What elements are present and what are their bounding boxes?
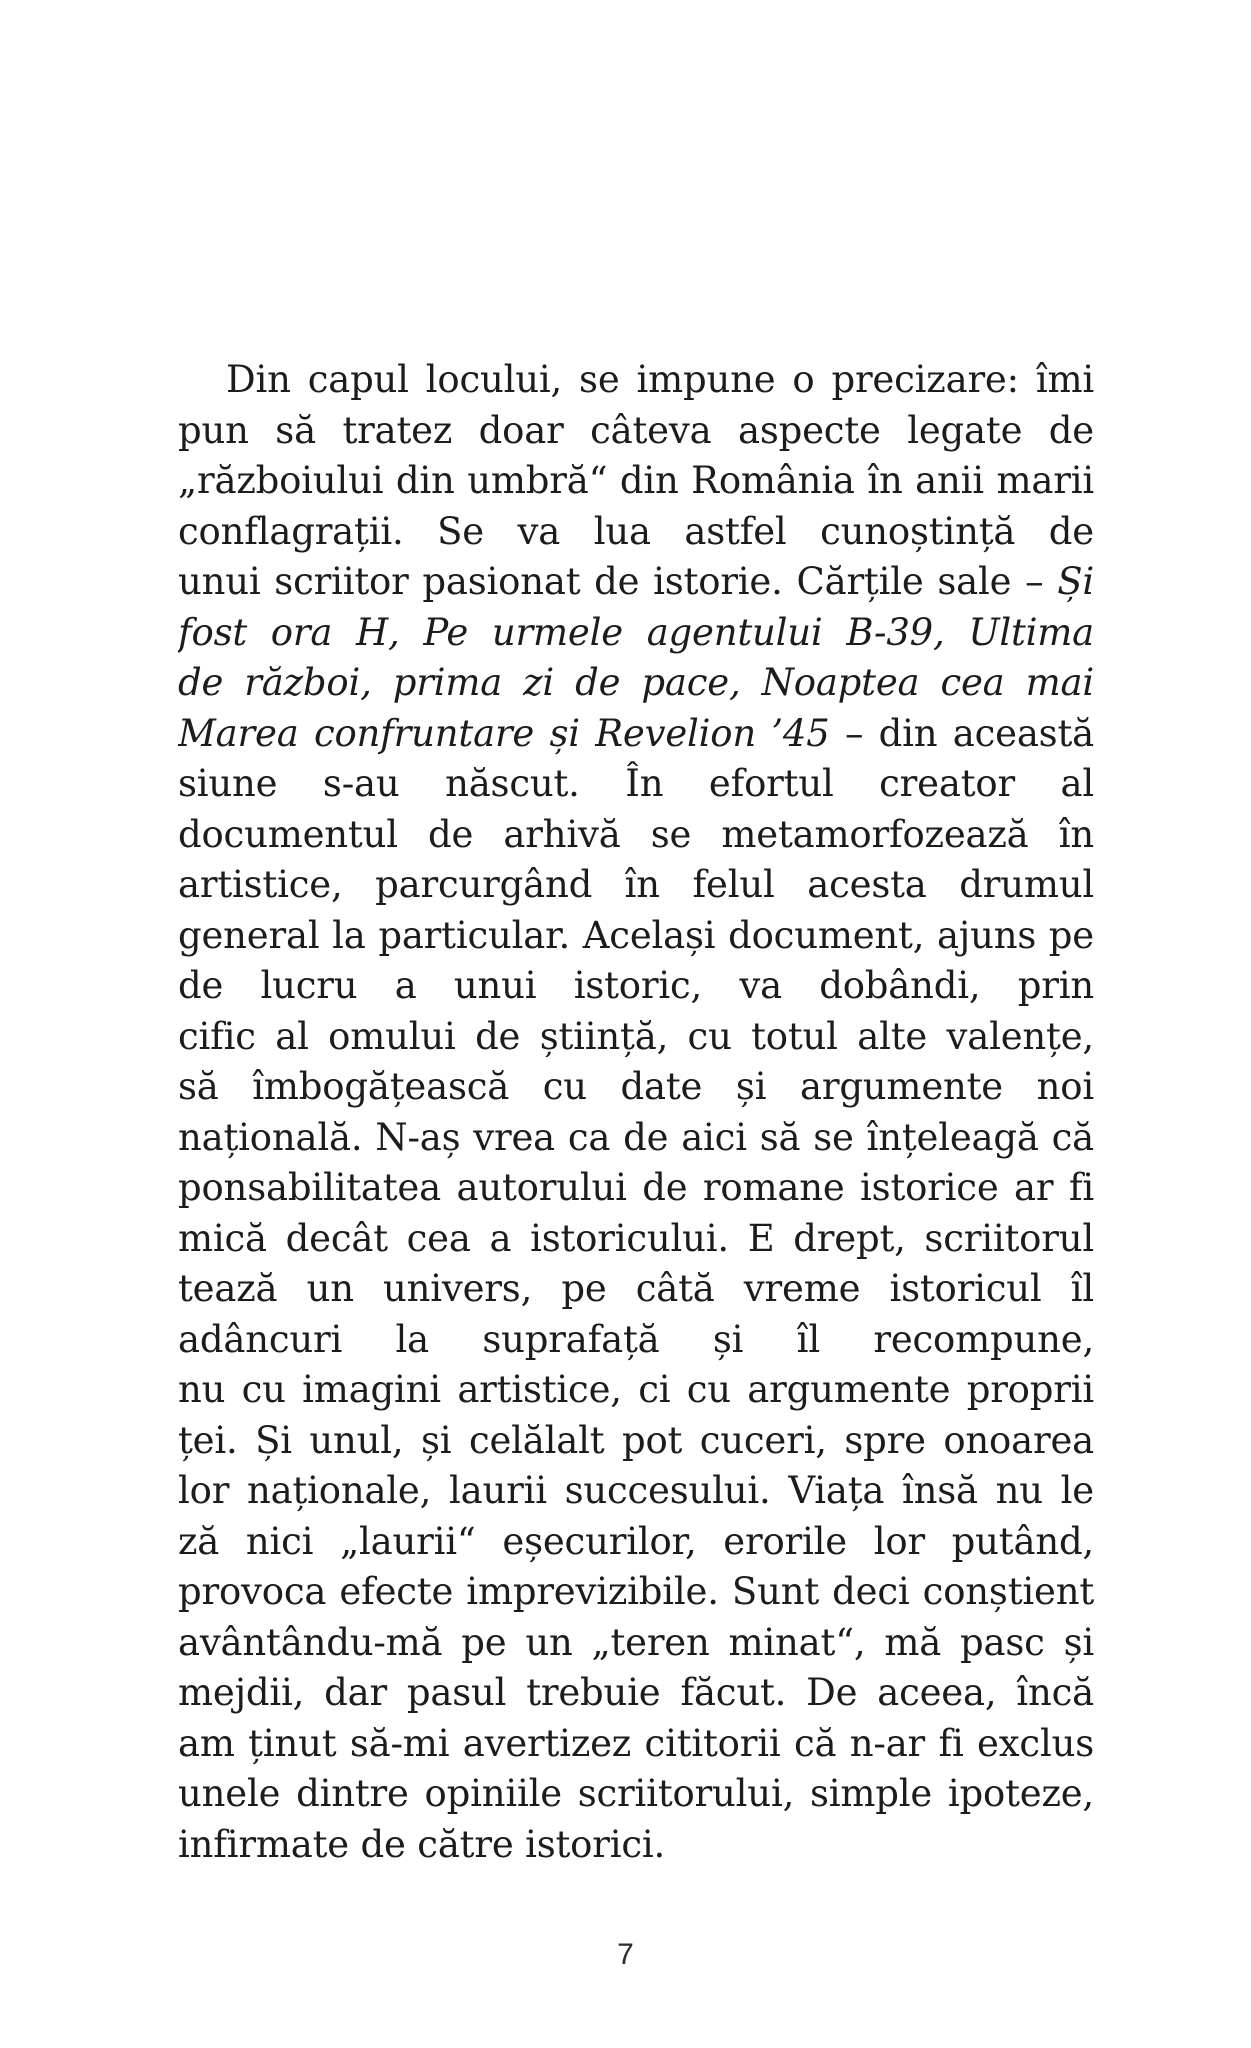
page-number: 7 [617,1938,634,1971]
text-line [178,1820,1094,1871]
line-text: „războiului din umbră“ din România în anii marii [178,459,1094,502]
italic-title-text: Marea confruntare și Revelion ’45 [178,711,830,755]
text-line [178,1719,1094,1770]
text-line [178,1264,1094,1315]
text-line [178,557,1094,608]
line-text: unui scriitor pasionat de istorie. Cărțile sale – [178,560,1058,603]
text-line [178,456,1094,507]
text-line [178,961,1094,1012]
italic-title-text: fost ora H, Pe urmele agentului B-39, Ultima [178,610,1094,654]
line-text: Din capul locului, se impune o precizare: îmi [226,358,1094,401]
line-text: – din această [844,711,1094,755]
italic-title-text: de război, prima zi de pace, Noaptea cea mai [178,661,1094,704]
text-line [178,911,1094,962]
line-text: să îmbogățească cu date și argumente noi [178,1065,1094,1108]
text-line [178,1668,1094,1719]
text-line [178,1113,1094,1164]
line-text: adâncuri la suprafață și îl recompune, [178,1317,1094,1361]
text-line [178,810,1094,861]
text-line [178,1062,1094,1113]
line-text: cific al omului de știință, cu totul alte valențe, [178,1014,1094,1058]
text-line [178,1012,1094,1063]
line-text: siune s-au născut. În efortul creator al [178,762,1094,805]
text-line [178,355,1094,406]
line-text: provoca efecte imprevizibile. Sunt deci conștient [178,1570,1094,1613]
line-text: ponsabilitatea autorului de romane istorice ar fi [178,1166,1094,1209]
line-text: ză nici „laurii“ eșecurilor, erorile lor putând, [178,1519,1094,1563]
line-text: pun să tratez doar câteva aspecte legate de [178,408,1094,452]
text-line [178,658,1094,709]
text-line [178,1163,1094,1214]
text-line [178,1618,1094,1669]
text-line [178,1315,1094,1366]
line-text: nu cu imagini artistice, ci cu argumente proprii [178,1368,1094,1411]
line-text: națională. N-aș vrea ca de aici să se înțeleagă că [178,1115,1094,1159]
text-line [178,406,1094,457]
line-text: am ținut să-mi avertizez cititorii că n-ar fi exclus [178,1721,1094,1765]
line-text: lor naționale, laurii succesului. Viața însă nu le [178,1469,1094,1512]
text-line [178,1567,1094,1618]
line-text: de lucru a unui istoric, va dobândi, prin [178,964,1094,1007]
line-text: tează un univers, pe câtă vreme istoricul îl [178,1267,1094,1310]
line-text: conflagrații. Se va lua astfel cunoștință de [178,509,1094,553]
text-line [178,1416,1094,1467]
text-line [178,1214,1094,1265]
line-text: avântându-mă pe un „teren minat“, mă pasc și [178,1620,1094,1664]
line-text: mică decât cea a istoricului. E drept, scriitorul [178,1216,1094,1260]
line-text: ței. Și unul, și celălalt pot cuceri, spre onoarea [178,1418,1094,1462]
line-text: general la particular. Același document, ajuns pe [178,913,1094,957]
line-text: documentul de arhivă se metamorfozează în [178,812,1094,856]
body-paragraph [178,355,1094,1870]
text-line [178,507,1094,558]
line-text: artistice, parcurgând în felul acesta drumul [178,863,1094,906]
text-line [178,608,1094,659]
text-line [178,1466,1094,1517]
line-text: infirmate de către istorici. [178,1822,666,1866]
italic-title-text: Și [1057,560,1094,603]
text-line [178,759,1094,810]
text-line [178,709,1094,760]
line-text: unele dintre opiniile scriitorului, simple ipoteze, [178,1772,1094,1815]
text-line [178,860,1094,911]
text-line [178,1769,1094,1820]
text-line [178,1517,1094,1568]
line-text: mejdii, dar pasul trebuie făcut. De aceea, încă [178,1671,1094,1714]
text-line [178,1365,1094,1416]
